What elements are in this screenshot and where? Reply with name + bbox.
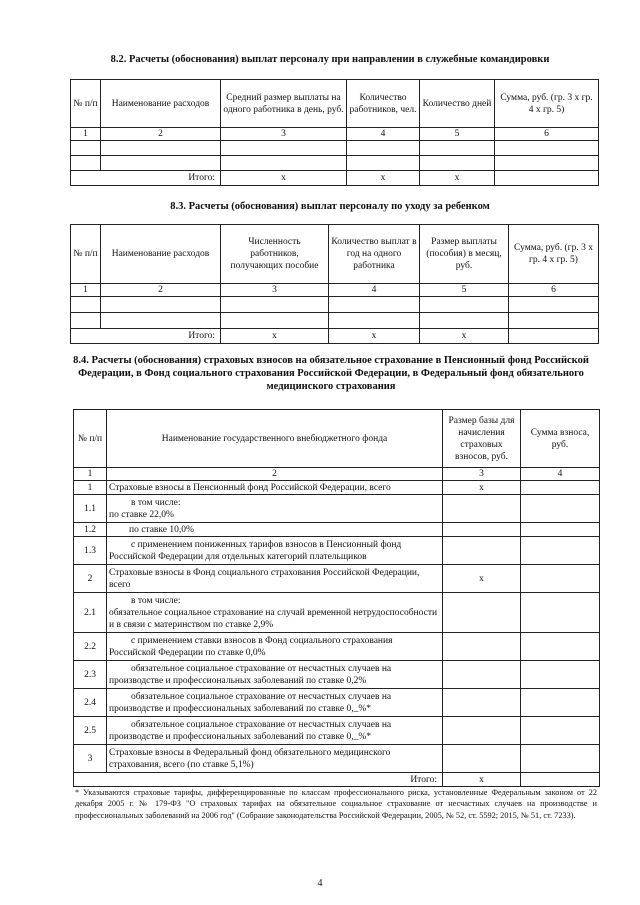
cell[interactable] <box>71 297 101 313</box>
cell[interactable] <box>521 565 600 593</box>
cell[interactable] <box>443 593 521 633</box>
cell[interactable] <box>420 297 509 313</box>
cell[interactable] <box>495 156 599 171</box>
table-row <box>74 481 600 495</box>
table-row <box>71 313 599 329</box>
colnum: 3 <box>443 468 521 481</box>
cell[interactable] <box>443 537 521 565</box>
col-header-base: Размер базы для начисления страховых взносов, руб. <box>443 410 521 468</box>
row-number: 3 <box>74 745 107 773</box>
cell[interactable] <box>101 297 221 313</box>
cell[interactable] <box>443 633 521 661</box>
row-name: Страховые взносы в Пенсионный фонд Российской Федерации, всего <box>107 481 443 495</box>
table-row <box>74 523 600 537</box>
row-name <box>107 495 443 523</box>
colnum: 3 <box>221 128 347 141</box>
table-header-row <box>71 80 599 128</box>
cell[interactable] <box>443 689 521 717</box>
cell[interactable] <box>521 481 600 495</box>
total-row <box>71 171 599 186</box>
cell[interactable] <box>443 523 521 537</box>
row-name-line: Российской Федерации для отдельных категорий плательщиков <box>109 551 367 562</box>
total-mark: x <box>347 171 420 186</box>
col-header-workers: Количество работников, чел. <box>347 80 420 128</box>
cell[interactable] <box>521 717 600 745</box>
table-row <box>74 661 600 689</box>
cell[interactable] <box>420 141 495 156</box>
total-sum-cell[interactable] <box>509 329 599 344</box>
cell[interactable] <box>521 593 600 633</box>
row-number: 2.4 <box>74 689 107 717</box>
row-number: 2 <box>74 565 107 593</box>
table-header-row <box>71 225 599 284</box>
cell[interactable] <box>101 313 221 329</box>
total-mark: x <box>221 329 329 344</box>
table-row <box>71 297 599 313</box>
row-name-line: с применением пониженных тарифов взносов в Пенсионный фонд <box>131 539 402 550</box>
cell[interactable] <box>329 313 420 329</box>
total-mark: x <box>420 329 509 344</box>
row-base-mark: x <box>443 481 521 495</box>
table-row <box>74 689 600 717</box>
row-name-line: производстве и профессиональных заболеваний по ставке 0,_%* <box>109 703 372 714</box>
colnum: 6 <box>495 128 599 141</box>
cell[interactable] <box>101 156 221 171</box>
row-name-line: производстве и профессиональных заболеваний по ставке 0,2% <box>109 675 367 686</box>
row-name <box>107 537 443 565</box>
cell[interactable] <box>521 537 600 565</box>
cell[interactable] <box>443 661 521 689</box>
cell[interactable] <box>509 313 599 329</box>
table-header-row <box>74 410 600 468</box>
row-name-line: обязательное социальное страхование на случай временной нетрудоспособности и в связи с материнством по ставке 2,9% <box>109 607 438 630</box>
row-name: Страховые взносы в Федеральный фонд обязательного медицинского страхования, всего (по ставке 5,1%) <box>107 745 443 773</box>
total-row <box>74 773 600 787</box>
col-header-number: № п/п <box>74 410 107 468</box>
cell[interactable] <box>347 156 420 171</box>
total-sum-cell[interactable] <box>495 171 599 186</box>
cell[interactable] <box>101 141 221 156</box>
row-base-mark: x <box>443 565 521 593</box>
row-name-line: по ставке 22,0% <box>109 509 174 520</box>
row-name-line: Российской Федерации по ставке 0,0% <box>109 647 266 658</box>
cell[interactable] <box>443 745 521 773</box>
table-8-2 <box>70 79 599 186</box>
total-label: Итого: <box>71 171 221 186</box>
row-name <box>107 717 443 745</box>
row-number: 2.3 <box>74 661 107 689</box>
page-number: 4 <box>317 878 323 889</box>
table-row <box>74 745 600 773</box>
cell[interactable] <box>71 156 101 171</box>
cell[interactable] <box>509 297 599 313</box>
cell[interactable] <box>521 495 600 523</box>
row-number: 1.2 <box>74 523 107 537</box>
col-header-fund: Наименование государственного внебюджетного фонда <box>107 410 443 468</box>
col-header-days: Количество дней <box>420 80 495 128</box>
column-number-row <box>74 468 600 481</box>
row-number: 1.3 <box>74 537 107 565</box>
section-8-2-title: 8.2. Расчеты (обоснования) выплат персоналу при направлении в служебные командировки <box>110 54 550 65</box>
cell[interactable] <box>443 495 521 523</box>
cell[interactable] <box>71 313 101 329</box>
col-header-number: № п/п <box>71 225 101 284</box>
colnum: 1 <box>71 128 101 141</box>
row-number: 2.1 <box>74 593 107 633</box>
cell[interactable] <box>329 297 420 313</box>
col-header-payments: Количество выплат в год на одного работника <box>329 225 420 284</box>
cell[interactable] <box>521 633 600 661</box>
row-name <box>107 633 443 661</box>
col-header-sum: Сумма, руб. (гр. 3 x гр. 4 x гр. 5) <box>495 80 599 128</box>
cell[interactable] <box>420 156 495 171</box>
table-row <box>74 565 600 593</box>
col-header-sum: Сумма, руб. (гр. 3 x гр. 4 x гр. 5) <box>509 225 599 284</box>
section-8-3-title: 8.3. Расчеты (обоснования) выплат персоналу по уходу за ребенком <box>170 201 490 212</box>
colnum: 4 <box>329 284 420 297</box>
colnum: 4 <box>521 468 600 481</box>
row-number: 1 <box>74 481 107 495</box>
row-name-line: обязательное социальное страхование от несчастных случаев на <box>131 663 392 674</box>
total-mark: x <box>420 171 495 186</box>
col-header-avg: Средний размер выплаты на одного работника в день, руб. <box>221 80 347 128</box>
colnum: 1 <box>71 284 101 297</box>
cell[interactable] <box>71 141 101 156</box>
total-label: Итого: <box>74 773 443 787</box>
column-number-row <box>71 284 599 297</box>
row-name <box>107 689 443 717</box>
total-sum-cell[interactable] <box>521 773 600 787</box>
row-name: Страховые взносы в Фонд социального страхования Российской Федерации, всего <box>107 565 443 593</box>
cell[interactable] <box>221 141 347 156</box>
cell[interactable] <box>495 141 599 156</box>
col-header-size: Размер выплаты (пособия) в месяц, руб. <box>420 225 509 284</box>
row-number: 2.2 <box>74 633 107 661</box>
table-8-3 <box>70 224 599 344</box>
cell[interactable] <box>521 745 600 773</box>
row-number: 2.5 <box>74 717 107 745</box>
row-name-line: с применением ставки взносов в Фонд социального страхования <box>131 635 393 646</box>
colnum: 5 <box>420 284 509 297</box>
row-name-line: в том числе: <box>131 595 181 606</box>
total-mark: x <box>443 773 521 787</box>
row-name-line: в том числе: <box>131 497 181 508</box>
colnum: 2 <box>101 284 221 297</box>
row-name: по ставке 10,0% <box>107 523 443 537</box>
cell[interactable] <box>221 313 329 329</box>
colnum: 4 <box>347 128 420 141</box>
section-8-4-title: 8.4. Расчеты (обоснования) страховых взносов на обязательное страхование в Пенсионный фонд Российской Федерации, в Фонд социального страхования Российской Федерации, в Федеральный фонд обязательного медицинского страхования <box>73 355 589 392</box>
table-row <box>74 633 600 661</box>
cell[interactable] <box>221 297 329 313</box>
cell[interactable] <box>347 141 420 156</box>
table-row <box>71 141 599 156</box>
col-header-count: Численность работников, получающих пособие <box>221 225 329 284</box>
table-row <box>74 593 600 633</box>
total-label: Итого: <box>71 329 221 344</box>
colnum: 1 <box>74 468 107 481</box>
cell[interactable] <box>521 661 600 689</box>
row-name-line: производстве и профессиональных заболеваний по ставке 0,_%* <box>109 731 372 742</box>
table-row <box>74 537 600 565</box>
colnum: 3 <box>221 284 329 297</box>
footnote: * Указываются страховые тарифы, дифференцированные по классам профессионального риска, установленные Федеральным законом от 22 декабря 2005 г. № 179-ФЗ "О страховых тарифах на обязательное социальное страхование от несчастных случаев на производстве и профессиональных заболеваний на 2006 год" (Собрание законодательства Российской Федерации, 2005, № 52, ст. 5592; 2015, № 51, ст. 7233). <box>75 788 597 820</box>
row-name <box>107 593 443 633</box>
colnum: 5 <box>420 128 495 141</box>
colnum: 2 <box>101 128 221 141</box>
row-name-line: обязательное социальное страхование от несчастных случаев на <box>131 719 392 730</box>
col-header-name: Наименование расходов <box>101 80 221 128</box>
cell[interactable] <box>221 156 347 171</box>
column-number-row <box>71 128 599 141</box>
cell[interactable] <box>443 717 521 745</box>
total-mark: x <box>221 171 347 186</box>
cell[interactable] <box>521 689 600 717</box>
row-name <box>107 661 443 689</box>
cell[interactable] <box>521 523 600 537</box>
cell[interactable] <box>420 313 509 329</box>
col-header-name: Наименование расходов <box>101 225 221 284</box>
table-8-4 <box>73 409 600 787</box>
col-header-contribution: Сумма взноса, руб. <box>521 410 600 468</box>
table-row <box>74 495 600 523</box>
colnum: 2 <box>107 468 443 481</box>
table-row <box>71 156 599 171</box>
row-number: 1.1 <box>74 495 107 523</box>
row-name-line: обязательное социальное страхование от несчастных случаев на <box>131 691 392 702</box>
col-header-number: № п/п <box>71 80 101 128</box>
table-row <box>74 717 600 745</box>
colnum: 6 <box>509 284 599 297</box>
total-row <box>71 329 599 344</box>
total-mark: x <box>329 329 420 344</box>
